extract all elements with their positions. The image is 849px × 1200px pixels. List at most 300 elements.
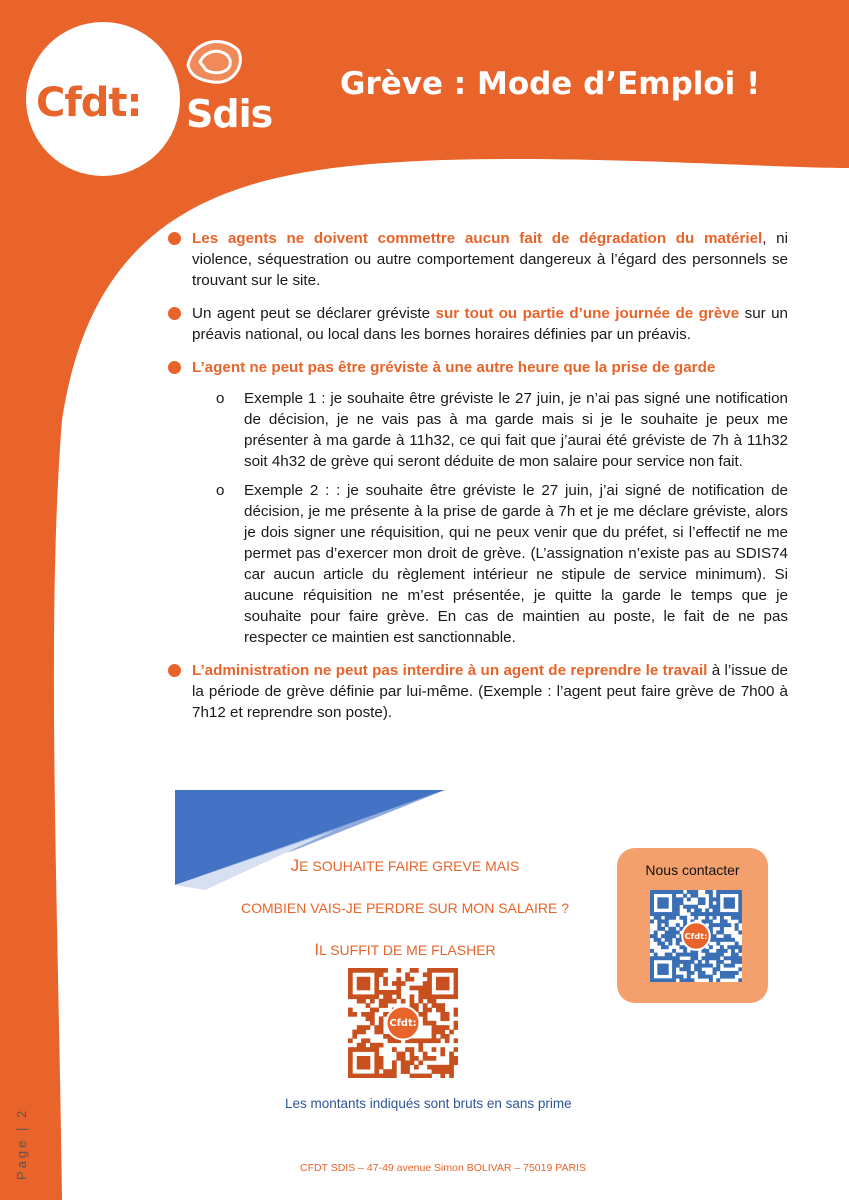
qr-module — [731, 945, 735, 949]
qr-module — [374, 1052, 379, 1057]
qr-module — [445, 1025, 450, 1030]
qr-module — [449, 1030, 454, 1035]
qr-module — [436, 1069, 441, 1074]
qr-module — [657, 956, 661, 960]
qr-module — [423, 994, 428, 999]
qr-module — [454, 968, 458, 973]
qr-module — [357, 1060, 362, 1065]
qr-module — [445, 986, 450, 991]
qr-module — [357, 981, 362, 986]
qr-module — [436, 1008, 441, 1013]
qr-module — [379, 1025, 384, 1030]
qr-module — [352, 1047, 357, 1052]
qr-module — [705, 960, 709, 964]
qr-module — [654, 953, 658, 957]
qr-module — [383, 977, 388, 982]
qr-module — [650, 956, 654, 960]
qr-module — [724, 923, 728, 927]
qr-module — [432, 968, 437, 973]
qr-module — [709, 912, 713, 916]
qr-module — [396, 986, 401, 991]
qr-module — [661, 912, 665, 916]
qr-module — [348, 1012, 353, 1017]
qr-module — [454, 977, 458, 982]
qr-module — [383, 1074, 388, 1078]
qr-module — [654, 938, 658, 942]
qr-module — [687, 890, 691, 894]
qr-module — [735, 890, 739, 894]
qr-module — [374, 1074, 379, 1078]
qr-module — [366, 1065, 371, 1070]
qr-module — [454, 1047, 458, 1052]
qr-module — [348, 1065, 353, 1070]
qr-module — [401, 1060, 406, 1065]
qr-module — [679, 978, 683, 982]
qr-module — [731, 912, 735, 916]
qr-module — [657, 897, 661, 901]
qr-module — [361, 977, 366, 982]
qr-module — [379, 990, 384, 995]
qr-module — [392, 1065, 397, 1070]
qr-module — [392, 1069, 397, 1074]
qr-module — [716, 967, 720, 971]
qr-module — [731, 938, 735, 942]
qr-module — [392, 1038, 397, 1043]
salary-qr-code[interactable] — [348, 968, 458, 1078]
qr-module — [445, 977, 450, 982]
qr-module — [731, 960, 735, 964]
qr-module — [427, 1074, 432, 1078]
qr-module — [735, 923, 739, 927]
qr-module — [668, 916, 672, 920]
qr-module — [432, 1030, 437, 1035]
qr-module — [650, 901, 654, 905]
qr-module — [731, 901, 735, 905]
qr-module — [713, 897, 717, 901]
qr-module — [432, 1038, 437, 1043]
cfdt-bullet-icon — [168, 664, 181, 677]
qr-module — [720, 971, 724, 975]
qr-module — [690, 978, 694, 982]
qr-module — [668, 938, 672, 942]
main-content — [168, 228, 788, 735]
qr-module — [423, 1003, 428, 1008]
qr-module — [388, 994, 393, 999]
contact-qr-code[interactable] — [650, 890, 742, 982]
qr-module — [432, 1069, 437, 1074]
qr-module — [720, 919, 724, 923]
cfdt-bullet-icon — [168, 361, 181, 374]
qr-module — [440, 1074, 445, 1078]
qr-module — [657, 905, 661, 909]
qr-module — [720, 960, 724, 964]
qr-module — [418, 1074, 423, 1078]
qr-module — [694, 953, 698, 957]
qr-module — [727, 934, 731, 938]
qr-module — [348, 994, 353, 999]
qr-module — [432, 1047, 437, 1052]
qr-module — [361, 1047, 366, 1052]
qr-module — [738, 919, 742, 923]
qr-module — [676, 912, 680, 916]
qr-module — [661, 956, 665, 960]
qr-module — [738, 960, 742, 964]
qr-module — [716, 960, 720, 964]
qr-module — [650, 975, 654, 979]
qr-module — [661, 945, 665, 949]
qr-module — [720, 890, 724, 894]
qr-module — [724, 971, 728, 975]
qr-module — [716, 964, 720, 968]
qr-module — [694, 967, 698, 971]
qr-module — [383, 999, 388, 1004]
qr-module — [683, 953, 687, 957]
qr-module — [661, 927, 665, 931]
qr-module — [668, 927, 672, 931]
rose-logo-icon — [178, 30, 248, 95]
qr-module — [720, 912, 724, 916]
qr-module — [454, 1060, 458, 1065]
qr-module — [348, 1060, 353, 1065]
footer-address: CFDT SDIS – 47-49 avenue Simon BOLIVAR – 75019 PARIS — [300, 1162, 586, 1174]
qr-module — [690, 960, 694, 964]
qr-module — [410, 1047, 415, 1052]
qr-module — [449, 1065, 454, 1070]
qr-module — [676, 964, 680, 968]
cfdt-bullet-icon — [168, 307, 181, 320]
qr-module — [705, 953, 709, 957]
qr-module — [392, 1074, 397, 1078]
qr-module — [440, 1016, 445, 1021]
bullet-item — [168, 660, 788, 723]
qr-module — [650, 912, 654, 916]
sub-bullet-marker: o — [216, 482, 225, 499]
qr-module — [738, 908, 742, 912]
qr-module — [423, 1074, 428, 1078]
qr-module — [676, 953, 680, 957]
qr-module — [672, 934, 676, 938]
qr-module — [694, 964, 698, 968]
qr-module — [683, 894, 687, 898]
qr-module — [432, 1065, 437, 1070]
qr-module — [436, 1038, 441, 1043]
qr-module — [665, 905, 669, 909]
qr-module — [436, 1003, 441, 1008]
qr-module — [698, 901, 702, 905]
qr-module — [657, 938, 661, 942]
qr-module — [361, 1025, 366, 1030]
qr-module — [423, 1038, 428, 1043]
qr-module — [694, 908, 698, 912]
qr-module — [374, 972, 379, 977]
qr-module — [366, 1056, 371, 1061]
qr-module — [735, 916, 739, 920]
qr-module — [650, 964, 654, 968]
qr-module — [731, 916, 735, 920]
qr-module — [352, 1030, 357, 1035]
qr-module — [687, 975, 691, 979]
qr-module — [418, 994, 423, 999]
qr-module — [454, 986, 458, 991]
qr-module — [665, 934, 669, 938]
qr-module — [702, 975, 706, 979]
qr-module — [676, 890, 680, 894]
qr-module — [401, 1056, 406, 1061]
qr-module — [676, 901, 680, 905]
qr-module — [374, 977, 379, 982]
qr-module — [445, 981, 450, 986]
qr-module — [724, 901, 728, 905]
qr-module — [665, 890, 669, 894]
promo-line-3-cap: I — [314, 940, 320, 959]
logo-cfdt: Cfdt: — [36, 80, 142, 126]
qr-module — [731, 905, 735, 909]
qr-module — [348, 1038, 353, 1043]
qr-module — [668, 912, 672, 916]
qr-module — [724, 938, 728, 942]
qr-module — [361, 1038, 366, 1043]
qr-module — [418, 999, 423, 1004]
qr-module — [370, 1008, 375, 1013]
qr-module — [735, 953, 739, 957]
qr-module — [654, 916, 658, 920]
qr-module — [713, 967, 717, 971]
qr-module — [440, 968, 445, 973]
qr-module — [657, 916, 661, 920]
qr-module — [410, 1060, 415, 1065]
qr-module — [410, 1052, 415, 1057]
qr-module — [418, 1043, 423, 1048]
qr-module — [440, 1065, 445, 1070]
qr-module — [698, 908, 702, 912]
qr-module — [713, 916, 717, 920]
qr-module — [370, 1016, 375, 1021]
qr-module — [370, 999, 375, 1004]
qr-module — [709, 901, 713, 905]
qr-module — [454, 1025, 458, 1030]
qr-module — [348, 1008, 353, 1013]
qr-module — [423, 1008, 428, 1013]
qr-module — [348, 1056, 353, 1061]
qr-module — [427, 990, 432, 995]
qr-module — [720, 930, 724, 934]
qr-module — [727, 897, 731, 901]
qr-module — [672, 930, 676, 934]
qr-module — [366, 1016, 371, 1021]
qr-module — [361, 994, 366, 999]
qr-module — [720, 953, 724, 957]
qr-module — [705, 964, 709, 968]
qr-module — [698, 897, 702, 901]
qr-module — [694, 894, 698, 898]
qr-module — [709, 905, 713, 909]
qr-module — [418, 990, 423, 995]
salary-promo — [230, 856, 580, 984]
qr-module — [735, 956, 739, 960]
qr-module — [668, 953, 672, 957]
qr-module — [713, 956, 717, 960]
qr-module — [361, 986, 366, 991]
qr-module — [427, 1065, 432, 1070]
qr-module — [735, 971, 739, 975]
qr-module — [445, 1038, 450, 1043]
qr-module — [731, 949, 735, 953]
qr-module — [410, 1056, 415, 1061]
promo-line-1-cap: J — [290, 856, 300, 875]
contact-box — [617, 848, 768, 1003]
qr-module — [440, 1047, 445, 1052]
qr-module — [683, 905, 687, 909]
qr-module — [694, 890, 698, 894]
bullet-highlight: L’administration ne peut pas interdire à un agent de reprendre le travail — [192, 662, 708, 679]
qr-module — [698, 975, 702, 979]
qr-module — [414, 1056, 419, 1061]
qr-module — [440, 994, 445, 999]
qr-module — [410, 977, 415, 982]
qr-module — [432, 1034, 437, 1039]
qr-module — [361, 1043, 366, 1048]
qr-module — [720, 923, 724, 927]
qr-module — [366, 968, 371, 973]
qr-module — [724, 905, 728, 909]
qr-module — [650, 934, 654, 938]
qr-module — [672, 890, 676, 894]
promo-line-1: E SOUHAITE FAIRE GREVE MAIS — [299, 858, 520, 874]
qr-module — [348, 968, 353, 973]
qr-module — [657, 919, 661, 923]
qr-module — [705, 949, 709, 953]
qr-module — [348, 1052, 353, 1057]
qr-module — [661, 942, 665, 946]
qr-module — [668, 890, 672, 894]
qr-module — [683, 978, 687, 982]
qr-module — [657, 971, 661, 975]
qr-module — [366, 986, 371, 991]
qr-module — [702, 949, 706, 953]
qr-module — [379, 1065, 384, 1070]
qr-module — [379, 1016, 384, 1021]
qr-module — [374, 1060, 379, 1065]
qr-module — [668, 942, 672, 946]
qr-module — [366, 1003, 371, 1008]
qr-module — [672, 964, 676, 968]
qr-module — [654, 978, 658, 982]
qr-module — [374, 1030, 379, 1035]
qr-module — [432, 1003, 437, 1008]
qr-module — [379, 1074, 384, 1078]
qr-module — [690, 956, 694, 960]
qr-module — [414, 968, 419, 973]
qr-module — [436, 986, 441, 991]
qr-module — [454, 994, 458, 999]
qr-module — [374, 1056, 379, 1061]
qr-module — [392, 999, 397, 1004]
qr-module — [705, 956, 709, 960]
bullet-highlight: Les agents ne doivent commettre aucun fait de dégradation du matériel — [192, 230, 763, 247]
qr-module — [709, 890, 713, 894]
qr-module — [724, 956, 728, 960]
qr-module — [440, 986, 445, 991]
qr-module — [449, 994, 454, 999]
qr-module — [454, 1012, 458, 1017]
qr-module — [370, 968, 375, 973]
qr-module — [357, 1047, 362, 1052]
qr-module — [654, 930, 658, 934]
qr-module — [731, 975, 735, 979]
qr-module — [731, 971, 735, 975]
qr-module — [361, 1065, 366, 1070]
qr-module — [720, 945, 724, 949]
qr-module — [440, 1003, 445, 1008]
qr-module — [427, 977, 432, 982]
qr-module — [374, 990, 379, 995]
qr-module — [716, 978, 720, 982]
qr-module — [357, 1025, 362, 1030]
qr-module — [661, 905, 665, 909]
qr-module — [361, 1030, 366, 1035]
qr-module — [454, 990, 458, 995]
qr-module — [709, 919, 713, 923]
qr-module — [405, 977, 410, 982]
qr-module — [657, 978, 661, 982]
bullet-text: à l’issue de la période de grève définie par lui-même. (Exemple : l’agent peut faire grève de 7h00 à 7h12 et reprendre son poste). — [192, 662, 788, 721]
qr-module — [383, 990, 388, 995]
qr-module — [735, 927, 739, 931]
qr-module — [665, 901, 669, 905]
qr-module — [650, 897, 654, 901]
qr-module — [724, 934, 728, 938]
qr-module — [454, 1038, 458, 1043]
qr-module — [410, 968, 415, 973]
qr-module — [445, 1065, 450, 1070]
qr-module — [423, 1021, 428, 1026]
qr-module — [379, 1060, 384, 1065]
qr-module — [657, 890, 661, 894]
qr-module — [401, 981, 406, 986]
qr-module — [392, 1047, 397, 1052]
qr-module — [650, 894, 654, 898]
qr-module — [348, 986, 353, 991]
qr-module — [383, 994, 388, 999]
qr-module — [449, 1069, 454, 1074]
qr-module — [716, 912, 720, 916]
qr-module — [716, 908, 720, 912]
qr-module — [650, 960, 654, 964]
qr-module — [423, 1052, 428, 1057]
qr-module — [440, 1025, 445, 1030]
qr-module — [410, 986, 415, 991]
qr-module — [414, 986, 419, 991]
qr-module — [724, 912, 728, 916]
qr-module — [440, 1052, 445, 1057]
qr-module — [445, 994, 450, 999]
qr-module — [366, 1012, 371, 1017]
qr-module — [676, 942, 680, 946]
qr-module — [687, 953, 691, 957]
qr-module — [650, 978, 654, 982]
qr-module — [657, 927, 661, 931]
qr-module — [374, 981, 379, 986]
qr-module — [672, 949, 676, 953]
qr-module — [396, 977, 401, 982]
qr-module — [683, 960, 687, 964]
qr-module — [374, 1047, 379, 1052]
qr-module — [427, 1038, 432, 1043]
qr-module — [665, 971, 669, 975]
qr-module — [676, 960, 680, 964]
qr-module — [665, 897, 669, 901]
qr-module — [738, 912, 742, 916]
